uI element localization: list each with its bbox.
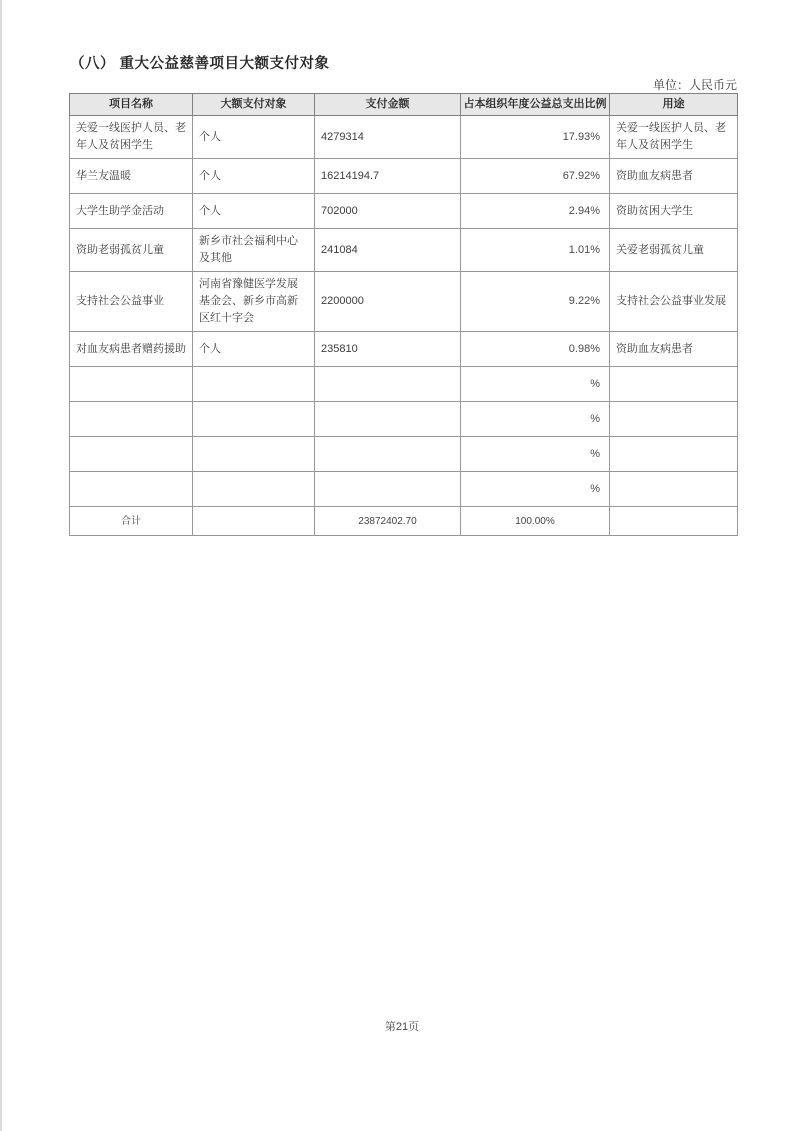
header-purpose: 用途 bbox=[610, 94, 738, 116]
cell-amount bbox=[315, 402, 461, 437]
cell-purpose bbox=[610, 472, 738, 507]
cell-purpose bbox=[610, 367, 738, 402]
cell-amount bbox=[315, 472, 461, 507]
total-row bbox=[70, 507, 738, 536]
header-expenditure-ratio: 占本组织年度公益总支出比例 bbox=[461, 94, 610, 116]
cell-amount: 4279314 bbox=[315, 116, 461, 159]
cell-amount: 235810 bbox=[315, 332, 461, 367]
total-label-cell: 合计 bbox=[70, 507, 193, 536]
cell-purpose: 关爱一线医护人员、老年人及贫困学生 bbox=[610, 116, 738, 159]
table-row bbox=[70, 272, 738, 332]
cell-purpose bbox=[610, 437, 738, 472]
cell-payee bbox=[193, 437, 315, 472]
cell-purpose: 资助血友病患者 bbox=[610, 159, 738, 194]
table-body bbox=[70, 116, 738, 507]
cell-ratio: % bbox=[461, 402, 610, 437]
cell-payee: 新乡市社会福利中心及其他 bbox=[193, 229, 315, 272]
total-purpose-cell bbox=[610, 507, 738, 536]
cell-payee: 个人 bbox=[193, 159, 315, 194]
table-footer bbox=[70, 507, 738, 536]
table-row bbox=[70, 229, 738, 272]
cell-ratio: 1.01% bbox=[461, 229, 610, 272]
total-payee-cell bbox=[193, 507, 315, 536]
cell-payee: 河南省豫健医学发展基金会、新乡市高新区红十字会 bbox=[193, 272, 315, 332]
cell-amount: 16214194.7 bbox=[315, 159, 461, 194]
cell-payee bbox=[193, 472, 315, 507]
currency-unit-label: 单位：人民币元 bbox=[652, 78, 737, 92]
cell-project: 支持社会公益事业 bbox=[70, 272, 193, 332]
cell-ratio: 67.92% bbox=[461, 159, 610, 194]
cell-amount bbox=[315, 367, 461, 402]
table-row bbox=[70, 402, 738, 437]
cell-ratio: 9.22% bbox=[461, 272, 610, 332]
table-row bbox=[70, 437, 738, 472]
cell-payee: 个人 bbox=[193, 194, 315, 229]
cell-purpose: 资助血友病患者 bbox=[610, 332, 738, 367]
cell-purpose: 资助贫困大学生 bbox=[610, 194, 738, 229]
table-row bbox=[70, 472, 738, 507]
cell-project: 大学生助学金活动 bbox=[70, 194, 193, 229]
total-ratio-cell: 100.00% bbox=[461, 507, 610, 536]
cell-project bbox=[70, 367, 193, 402]
table-row bbox=[70, 332, 738, 367]
table-row bbox=[70, 367, 738, 402]
cell-amount: 2200000 bbox=[315, 272, 461, 332]
cell-project bbox=[70, 472, 193, 507]
cell-project bbox=[70, 402, 193, 437]
cell-payee: 个人 bbox=[193, 116, 315, 159]
cell-ratio: % bbox=[461, 472, 610, 507]
cell-purpose bbox=[610, 402, 738, 437]
section-title: （八） 重大公益慈善项目大额支付对象 bbox=[70, 56, 330, 72]
cell-project: 关爱一线医护人员、老年人及贫困学生 bbox=[70, 116, 193, 159]
cell-project: 资助老弱孤贫儿童 bbox=[70, 229, 193, 272]
cell-ratio: 2.94% bbox=[461, 194, 610, 229]
cell-purpose: 关爱老弱孤贫儿童 bbox=[610, 229, 738, 272]
header-payment-target: 大额支付对象 bbox=[193, 94, 315, 116]
cell-payee bbox=[193, 367, 315, 402]
cell-amount: 702000 bbox=[315, 194, 461, 229]
cell-project: 华兰友温暖 bbox=[70, 159, 193, 194]
cell-amount: 241084 bbox=[315, 229, 461, 272]
table-header-row bbox=[70, 94, 738, 116]
cell-project bbox=[70, 437, 193, 472]
cell-ratio: % bbox=[461, 367, 610, 402]
header-payment-amount: 支付金额 bbox=[315, 94, 461, 116]
table-row bbox=[70, 194, 738, 229]
cell-purpose: 支持社会公益事业发展 bbox=[610, 272, 738, 332]
cell-project: 对血友病患者赠药援助 bbox=[70, 332, 193, 367]
table-row bbox=[70, 116, 738, 159]
cell-payee: 个人 bbox=[193, 332, 315, 367]
cell-ratio: 17.93% bbox=[461, 116, 610, 159]
cell-ratio: 0.98% bbox=[461, 332, 610, 367]
major-payments-table bbox=[69, 93, 738, 536]
cell-payee bbox=[193, 402, 315, 437]
cell-ratio: % bbox=[461, 437, 610, 472]
table-row bbox=[70, 159, 738, 194]
header-project-name: 项目名称 bbox=[70, 94, 193, 116]
page-number: 第21页 bbox=[384, 1021, 420, 1033]
total-amount-cell: 23872402.70 bbox=[315, 507, 461, 536]
cell-amount bbox=[315, 437, 461, 472]
